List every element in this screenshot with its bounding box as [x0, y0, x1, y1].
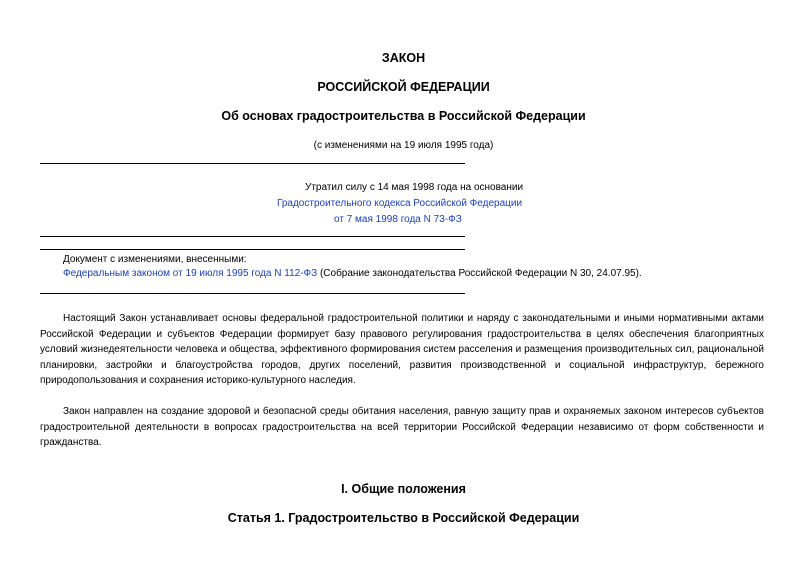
divider [40, 293, 465, 294]
divider [40, 236, 465, 237]
section-heading: I. Общие положения [341, 482, 466, 496]
paragraph-1: Настоящий Закон устанавливает основы федеральной градостроительной политики и наряду с законодательными и иными нормативными актами Российской Федерации и субъектов Федерации формирует базу правового регулирования градостроительства в целях обеспечения благоприятных условий жизнедеятельности человека и общества, эффективного формирования систем расселения и размещения производительных сил, рациональной планировки, застройки и благоустройства городов, других поселений, развития производственной и социальной инфраструктур, бережного природопользования и сохранения историко-культурного наследия. [40, 313, 764, 387]
paragraph-2: Закон направлен на создание здоровой и безопасной среды обитания населения, равную защиту прав и охраняемых законом интересов субъектов градостроительной деятельности в вопросах градостроительства на всей территории Российской Федерации независимо от форм собственности и гражданства. [40, 406, 764, 449]
amendment-source: (Собрание законодательства Российской Федерации N 30, 24.07.95). [317, 268, 642, 279]
amendments-intro: Документ с изменениями, внесенными: [63, 254, 247, 265]
law-heading: ЗАКОН [381, 51, 426, 65]
repeal-note: Утратил силу с 14 мая 1998 года на основании [305, 182, 524, 193]
amendment-link[interactable]: Федеральным законом от 19 июля 1995 года N 112-ФЗ [63, 268, 318, 279]
country-heading: РОССИЙСКОЙ ФЕДЕРАЦИИ [317, 80, 490, 94]
edition-note: (с изменениями на 19 июля 1995 года) [313, 140, 494, 151]
article-heading: Статья 1. Градостроительство в Российской Федерации [227, 511, 580, 525]
repeal-link-code[interactable]: Градостроительного кодекса Российской Федерации [277, 198, 523, 209]
amendments-line [63, 268, 642, 279]
divider [40, 163, 465, 164]
document-title: Об основах градостроительства в Российской Федерации [221, 109, 586, 123]
divider [40, 249, 465, 250]
repeal-link-date[interactable]: от 7 мая 1998 года N 73-ФЗ [334, 214, 462, 225]
